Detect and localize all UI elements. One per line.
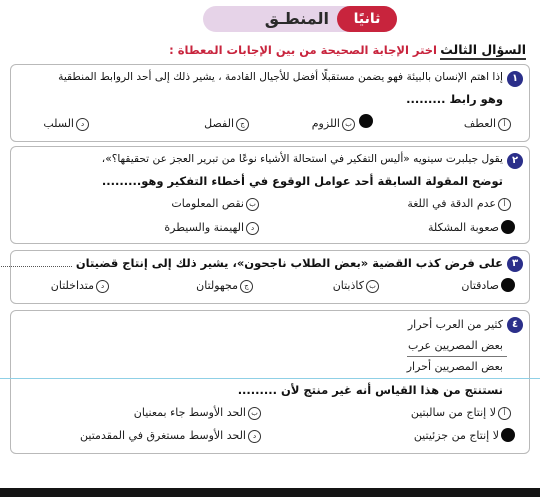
syllogism-divider bbox=[407, 356, 507, 357]
option-b[interactable]: باللزوم bbox=[312, 117, 355, 131]
option-d[interactable]: دالسلب bbox=[43, 117, 89, 131]
question-text-cont: توضح المقولة السابقة أحد عوامل الوقوع في أخطاء التفكير وهو......... bbox=[101, 174, 503, 188]
question-number: ٤ bbox=[507, 317, 523, 333]
option-a[interactable]: صادقتان bbox=[461, 279, 499, 292]
instruction-text: اختر الإجابة الصحيحة من بين الإجابات المعطاة : bbox=[169, 43, 437, 57]
question-text-cont: وهو رابط ......... bbox=[406, 92, 503, 106]
option-c[interactable]: جالفصل bbox=[204, 117, 249, 131]
selected-answer-dot bbox=[501, 428, 515, 442]
question-text: يقول جيلبرت سينويه «أليس التفكير في استحالة الأشياء نوعًا من تبرير العجز عن تحقيقها؟»، bbox=[101, 153, 503, 165]
option-d[interactable]: دمتداخلتان bbox=[51, 279, 109, 293]
question-section-title: السؤال الثالث bbox=[440, 42, 526, 60]
selected-answer-dot bbox=[501, 220, 515, 234]
question-text: نستنتج من هذا القياس أنه غير منتج لأن ......... bbox=[237, 383, 503, 397]
option-b[interactable]: بنقص المعلومات bbox=[171, 197, 259, 211]
section-badge: ثانيًا bbox=[337, 6, 397, 32]
question-card-1 bbox=[10, 64, 530, 142]
bottom-edge-shadow bbox=[0, 488, 540, 497]
option-b[interactable]: بالحد الأوسط جاء بمعنيان bbox=[134, 406, 261, 420]
question-card-4 bbox=[10, 310, 530, 454]
question-text: على فرض كذب القضية «بعض الطلاب ناجحون»، يشير ذلك إلى إنتاج قضيتان bbox=[0, 256, 503, 270]
option-c[interactable]: جمجهولتان bbox=[196, 279, 253, 293]
option-a[interactable]: ألا إنتاج من سالبتين bbox=[411, 406, 511, 420]
question-number: ٣ bbox=[507, 256, 523, 272]
option-a[interactable]: أعدم الدقة في اللغة bbox=[407, 197, 511, 211]
section-header-title: المنطـق bbox=[264, 9, 329, 28]
selected-answer-dot bbox=[501, 278, 515, 292]
option-a[interactable]: أالعطف bbox=[464, 117, 511, 131]
selected-answer-dot bbox=[359, 114, 373, 128]
answer-blank bbox=[0, 265, 72, 267]
option-d[interactable]: دالحد الأوسط مستغرق في المقدمتين bbox=[80, 429, 261, 443]
question-number: ٢ bbox=[507, 153, 523, 169]
premise-conclusion: بعض المصريين أحرار bbox=[406, 360, 503, 373]
section-header bbox=[203, 6, 397, 32]
scan-line bbox=[0, 378, 540, 379]
premise-major: كثير من العرب أحرار bbox=[407, 318, 503, 331]
question-number: ١ bbox=[507, 71, 523, 87]
option-b[interactable]: بكاذبتان bbox=[333, 279, 379, 293]
premise-minor: بعض المصريين عرب bbox=[408, 339, 503, 352]
option-d[interactable]: دالهيمنة والسيطرة bbox=[164, 221, 259, 235]
question-text: إذا اهتم الإنسان بالبيئة فهو يضمن مستقبلًا أفضل للأجيال القادمة ، يشير ذلك إلى أحد الروابط المنطقية bbox=[58, 71, 503, 83]
option-c[interactable]: لا إنتاج من جزئيتين bbox=[413, 429, 499, 442]
option-c[interactable]: صعوبة المشكلة bbox=[428, 221, 499, 234]
question-card-2 bbox=[10, 146, 530, 244]
question-card-3 bbox=[10, 250, 530, 304]
